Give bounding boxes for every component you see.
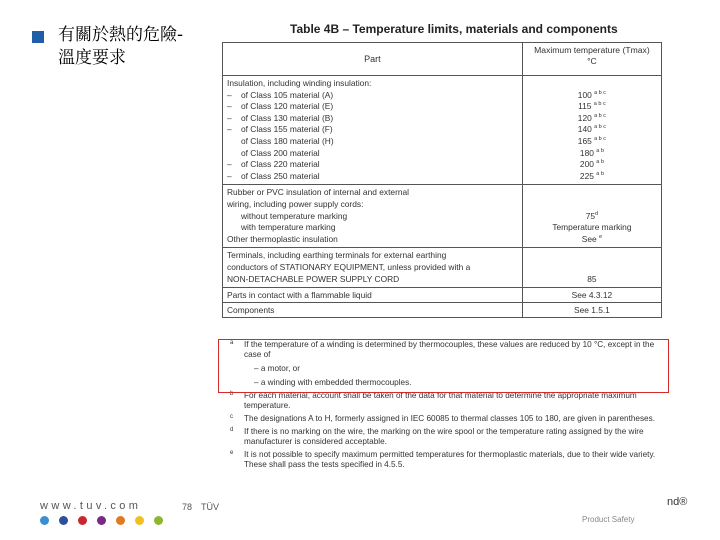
heading-line-1: 有關於熱的危險- xyxy=(58,25,184,45)
insulation-row-text: of Class 180 material (H) xyxy=(241,135,334,146)
table-row-flammable xyxy=(223,288,662,303)
rubber-line1: Rubber or PVC insulation of internal and external xyxy=(227,187,410,198)
rubber-parts-cell xyxy=(223,185,523,248)
terminals-value-cell xyxy=(522,248,661,288)
insulation-values xyxy=(527,90,657,183)
footer-dot xyxy=(40,516,49,525)
insulation-row-notes: a b xyxy=(596,170,604,177)
insulation-row-dash: – xyxy=(227,159,232,170)
rubber-val-other-note: e xyxy=(599,233,603,240)
insulation-row-value xyxy=(527,113,657,125)
footer-dot xyxy=(135,516,144,525)
note-e xyxy=(222,450,662,470)
note-a-mark: a xyxy=(230,340,234,346)
note-c xyxy=(222,414,662,424)
insulation-row-label xyxy=(227,101,518,113)
flammable-value: See 4.3.12 xyxy=(522,288,661,303)
logo-fragment: nd® xyxy=(667,496,688,508)
insulation-parts-cell xyxy=(223,76,523,185)
terminals-line2: conductors of STATIONARY EQUIPMENT, unless provided with a xyxy=(227,261,471,272)
insulation-row-text: of Class 200 material xyxy=(241,147,320,158)
insulation-row-notes: a b xyxy=(596,147,604,154)
insulation-row-dash: – xyxy=(227,124,232,135)
insulation-row-text: of Class 155 material (F) xyxy=(241,124,333,135)
flammable-label: Parts in contact with a flammable liquid xyxy=(223,288,523,303)
page-number: 78 xyxy=(182,502,193,512)
note-a-text: If the temperature of a winding is determined by thermocouples, these values are reduced by 10 °C, except in the case of xyxy=(244,340,655,359)
insulation-row-text: of Class 250 material xyxy=(241,170,320,181)
insulation-row-notes: a b xyxy=(596,159,604,166)
temperature-limits-table xyxy=(222,42,662,318)
insulation-row-temp: 165 xyxy=(577,135,592,146)
insulation-row-text: of Class 130 material (B) xyxy=(241,112,334,123)
insulation-row-notes: a b c xyxy=(594,89,607,96)
insulation-row-label xyxy=(227,90,518,102)
components-label: Components xyxy=(223,303,523,318)
table-row-insulation xyxy=(223,76,662,185)
note-d-mark: d xyxy=(230,427,234,433)
insulation-row-label xyxy=(227,148,518,160)
insulation-values-cell xyxy=(522,76,661,185)
header-part: Part xyxy=(223,43,523,76)
insulation-row-value xyxy=(527,171,657,183)
rubber-val-other: See xyxy=(581,233,597,244)
insulation-row-temp: 140 xyxy=(577,124,592,135)
insulation-row-temp: 180 xyxy=(579,147,594,158)
note-a-sub1: – a motor, or xyxy=(254,364,300,373)
insulation-row-temp: 200 xyxy=(579,159,594,170)
rubber-val-without: 75 xyxy=(585,210,596,221)
insulation-labels xyxy=(227,90,518,183)
terminals-value: 85 xyxy=(587,273,597,284)
heading-line-2: 溫度要求 xyxy=(58,48,126,68)
rubber-val-without-note: d xyxy=(595,210,599,217)
rubber-values-cell xyxy=(522,185,661,248)
slide-heading xyxy=(58,24,183,70)
insulation-row-label xyxy=(227,171,518,183)
insulation-row-text: of Class 220 material xyxy=(241,159,320,170)
note-b-text: For each material, account shall be taken of the data for that material to determine the appropriate maximum temperature. xyxy=(244,391,637,410)
insulation-row-dash: – xyxy=(227,89,232,100)
insulation-row-dash: – xyxy=(227,112,232,123)
footer-dot xyxy=(116,516,125,525)
terminals-cell xyxy=(223,248,523,288)
insulation-row-value xyxy=(527,148,657,160)
insulation-row-temp: 120 xyxy=(577,112,592,123)
insulation-row-label xyxy=(227,159,518,171)
footer-dot xyxy=(78,516,87,525)
note-a-sub2: – a winding with embedded thermocouples. xyxy=(254,378,412,387)
footer-url[interactable]: www.tuv.com xyxy=(40,500,142,512)
table-row-terminals xyxy=(223,248,662,288)
insulation-row-label xyxy=(227,136,518,148)
header-max-temp xyxy=(522,43,661,76)
rubber-with: with temperature marking xyxy=(241,222,336,233)
insulation-row-value xyxy=(527,124,657,136)
footer-brand: TÜV xyxy=(201,502,219,512)
note-e-mark: e xyxy=(230,450,234,456)
insulation-row-text: of Class 120 material (E) xyxy=(241,101,334,112)
rubber-val-with: Temperature marking xyxy=(552,222,632,233)
insulation-row-text: of Class 105 material (A) xyxy=(241,89,334,100)
insulation-row-temp: 115 xyxy=(578,101,592,112)
insulation-row-temp: 100 xyxy=(577,89,592,100)
heading-bullet xyxy=(32,31,44,43)
note-c-mark: c xyxy=(230,414,233,420)
temperature-table-wrap xyxy=(222,42,662,318)
insulation-row-notes: a b c xyxy=(594,136,607,143)
highlight-box-note-a xyxy=(218,339,669,393)
insulation-row-temp: 225 xyxy=(579,170,594,181)
insulation-row-notes: a b c xyxy=(594,112,607,119)
rubber-without: without temperature marking xyxy=(241,210,348,221)
insulation-row-value xyxy=(527,101,657,113)
table-row-components xyxy=(223,303,662,318)
rubber-line2: wiring, including power supply cords: xyxy=(227,198,364,209)
insulation-row-value xyxy=(527,136,657,148)
insulation-row-notes: a b c xyxy=(593,101,606,108)
insulation-row-dash: – xyxy=(227,170,232,181)
footer-dot xyxy=(154,516,163,525)
terminals-line3: NON-DETACHABLE POWER SUPPLY CORD xyxy=(227,273,400,284)
table-title: Table 4B – Temperature limits, materials and components xyxy=(290,22,618,36)
note-b-mark: b xyxy=(230,391,234,397)
insulation-row-dash: – xyxy=(227,101,232,112)
footer-dot xyxy=(59,516,68,525)
table-header-row xyxy=(223,43,662,76)
insulation-title: Insulation, including winding insulation: xyxy=(227,78,372,88)
note-d-text: If there is no marking on the wire, the marking on the wire spool or the temperature rating assigned by the wire manufacturer is considered acceptable. xyxy=(244,427,644,446)
table-row-rubber xyxy=(223,185,662,248)
footer-subtitle: Product Safety xyxy=(582,515,635,524)
rubber-other: Other thermoplastic insulation xyxy=(227,233,338,244)
insulation-row-label xyxy=(227,124,518,136)
note-c-text: The designations A to H, formerly assigned in IEC 60085 to thermal classes 105 to 180, are given in parentheses. xyxy=(244,414,655,423)
note-b xyxy=(222,391,662,411)
note-d xyxy=(222,427,662,447)
insulation-row-value xyxy=(527,90,657,102)
insulation-row-notes: a b c xyxy=(594,124,607,131)
insulation-row-value xyxy=(527,159,657,171)
note-e-text: It is not possible to specify maximum permitted temperatures for thermoplastic materials, due to their wide variety. These shall pass the tests specified in 4.5.5. xyxy=(244,450,656,469)
insulation-row-label xyxy=(227,113,518,125)
header-max-line2: °C xyxy=(587,56,597,66)
terminals-line1: Terminals, including earthing terminals for external earthing xyxy=(227,250,447,261)
components-value: See 1.5.1 xyxy=(522,303,661,318)
header-max-line1: Maximum temperature (Tmax) xyxy=(534,45,650,55)
footer-dot xyxy=(97,516,106,525)
